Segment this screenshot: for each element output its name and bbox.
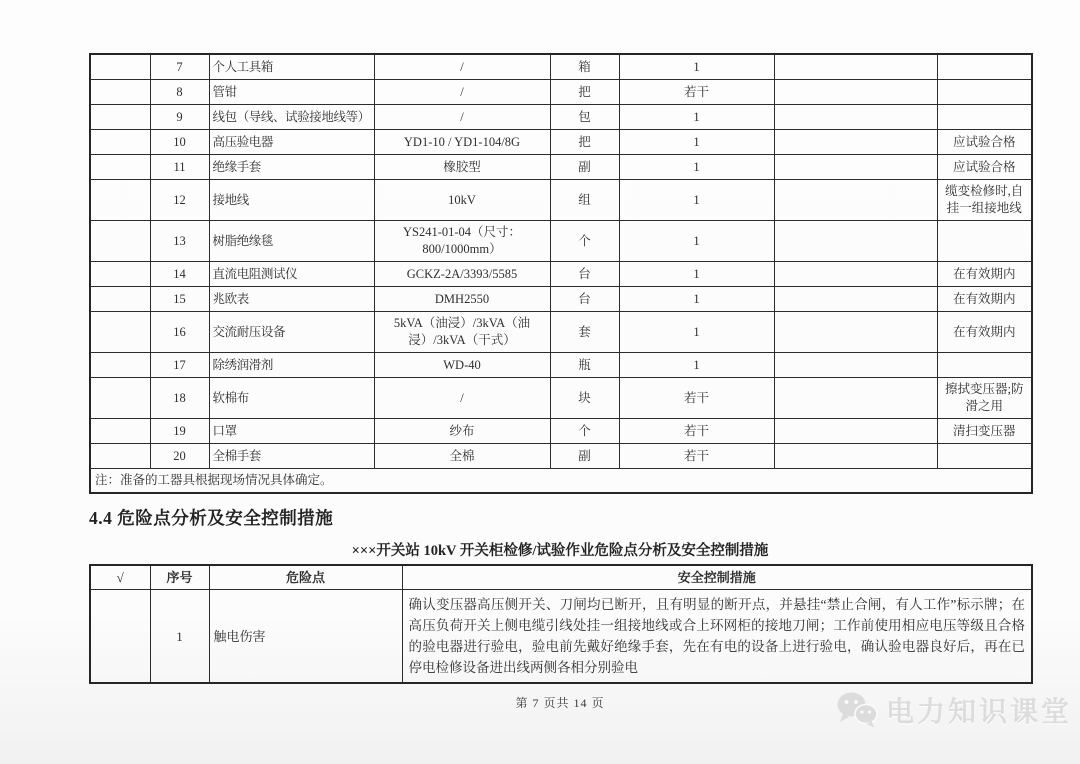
unit-cell: 包: [550, 105, 619, 130]
tool-name-cell: 直流电阻测试仪: [209, 262, 374, 287]
unit-cell: 台: [550, 262, 619, 287]
prepared-qty-cell: [774, 378, 937, 419]
serial-cell: 9: [150, 105, 209, 130]
serial-cell: 13: [150, 221, 209, 262]
quantity-cell: 1: [619, 262, 774, 287]
unit-cell: 个: [550, 419, 619, 444]
measure-cell: 确认变压器高压侧开关、刀闸均已断开，且有明显的断开点，并悬挂“禁止合闸，有人工作”标示牌；在高压负荷开关上侧电缆引线处挂一组接地线或合上环网柜的接地刀闸；工作前使用相应电压等级且合格的验电器进行验电，验电前先戴好绝缘手套，先在有电的设备上进行验电，确认验电器良好后，再在已停电检修设备进出线两侧各相分别验电: [402, 590, 1032, 684]
tools-table-row: [90, 155, 1032, 180]
model-cell: 全棉: [374, 444, 550, 469]
model-cell: YS241-01-04（尺寸：800/1000mm）: [374, 221, 550, 262]
tools-table-row: [90, 262, 1032, 287]
measure-header: 安全控制措施: [402, 565, 1032, 590]
tool-name-cell: 线包（导线、试验接地线等）: [209, 105, 374, 130]
check-header: √: [90, 565, 150, 590]
quantity-cell: 若干: [619, 80, 774, 105]
check-cell: [90, 444, 150, 469]
tool-name-cell: 交流耐压设备: [209, 312, 374, 353]
model-cell: /: [374, 378, 550, 419]
unit-cell: 台: [550, 287, 619, 312]
prepared-qty-cell: [774, 419, 937, 444]
quantity-cell: 1: [619, 221, 774, 262]
prepared-qty-cell: [774, 312, 937, 353]
wechat-icon: [835, 691, 879, 729]
model-cell: 10kV: [374, 180, 550, 221]
tool-name-cell: 绝缘手套: [209, 155, 374, 180]
tool-name-cell: 兆欧表: [209, 287, 374, 312]
quantity-cell: 1: [619, 130, 774, 155]
quantity-cell: 若干: [619, 419, 774, 444]
model-cell: /: [374, 80, 550, 105]
check-cell: [90, 287, 150, 312]
model-cell: 5kVA（油浸）/3kVA（油浸）/3kVA（干式）: [374, 312, 550, 353]
unit-cell: 箱: [550, 54, 619, 80]
quantity-cell: 1: [619, 353, 774, 378]
serial-cell: 17: [150, 353, 209, 378]
serial-cell: 7: [150, 54, 209, 80]
tools-table-row: [90, 419, 1032, 444]
prepared-qty-cell: [774, 80, 937, 105]
model-cell: 纱布: [374, 419, 550, 444]
check-cell: [90, 419, 150, 444]
risk-header: 危险点: [209, 565, 402, 590]
tool-name-cell: 高压验电器: [209, 130, 374, 155]
risk-table-header-row: [90, 565, 1032, 590]
remark-cell: 在有效期内: [937, 287, 1032, 312]
tools-table-row: [90, 130, 1032, 155]
serial-cell: 12: [150, 180, 209, 221]
remark-cell: [937, 105, 1032, 130]
unit-cell: 个: [550, 221, 619, 262]
tool-name-cell: 个人工具箱: [209, 54, 374, 80]
tools-table-row: [90, 353, 1032, 378]
check-cell: [90, 378, 150, 419]
remark-cell: 应试验合格: [937, 130, 1032, 155]
model-cell: DMH2550: [374, 287, 550, 312]
prepared-qty-cell: [774, 444, 937, 469]
check-cell: [90, 130, 150, 155]
prepared-qty-cell: [774, 221, 937, 262]
serial-cell: 1: [150, 590, 209, 684]
unit-cell: 瓶: [550, 353, 619, 378]
footer-page-number: 第 7 页共 14 页: [515, 696, 605, 710]
prepared-qty-cell: [774, 353, 937, 378]
tool-name-cell: 除绣润滑剂: [209, 353, 374, 378]
tool-name-cell: 全棉手套: [209, 444, 374, 469]
tools-table: [89, 53, 1033, 494]
risk-table-row: [90, 590, 1032, 684]
quantity-cell: 1: [619, 105, 774, 130]
table-note: 注：准备的工器具根据现场情况具体确定。: [90, 469, 1032, 494]
remark-cell: 应试验合格: [937, 155, 1032, 180]
serial-cell: 11: [150, 155, 209, 180]
check-cell: [90, 312, 150, 353]
serial-cell: 16: [150, 312, 209, 353]
quantity-cell: 1: [619, 180, 774, 221]
check-cell: [90, 54, 150, 80]
risk-point-cell: 触电伤害: [209, 590, 402, 684]
remark-cell: [937, 353, 1032, 378]
serial-header: 序号: [150, 565, 209, 590]
document-page: [89, 53, 1031, 711]
check-cell: [90, 590, 150, 684]
prepared-qty-cell: [774, 130, 937, 155]
watermark-text: 电力知识课堂: [885, 696, 1072, 727]
serial-cell: 20: [150, 444, 209, 469]
remark-cell: [937, 54, 1032, 80]
remark-cell: 在有效期内: [937, 262, 1032, 287]
tool-name-cell: 树脂绝缘毯: [209, 221, 374, 262]
remark-cell: 在有效期内: [937, 312, 1032, 353]
prepared-qty-cell: [774, 54, 937, 80]
tools-table-note-row: [90, 469, 1032, 494]
model-cell: GCKZ-2A/3393/5585: [374, 262, 550, 287]
tool-name-cell: 接地线: [209, 180, 374, 221]
check-cell: [90, 353, 150, 378]
model-cell: /: [374, 54, 550, 80]
quantity-cell: 1: [619, 287, 774, 312]
tools-table-row: [90, 287, 1032, 312]
serial-cell: 18: [150, 378, 209, 419]
tools-table-row: [90, 312, 1032, 353]
quantity-cell: 1: [619, 54, 774, 80]
prepared-qty-cell: [774, 180, 937, 221]
quantity-cell: 1: [619, 312, 774, 353]
model-cell: WD-40: [374, 353, 550, 378]
prepared-qty-cell: [774, 262, 937, 287]
tools-table-row: [90, 54, 1032, 80]
model-cell: 橡胶型: [374, 155, 550, 180]
unit-cell: 块: [550, 378, 619, 419]
tools-table-row: [90, 180, 1032, 221]
tool-name-cell: 管钳: [209, 80, 374, 105]
serial-cell: 14: [150, 262, 209, 287]
check-cell: [90, 262, 150, 287]
tools-table-row: [90, 105, 1032, 130]
unit-cell: 套: [550, 312, 619, 353]
risk-table: [89, 564, 1033, 684]
remark-cell: [937, 444, 1032, 469]
quantity-cell: 1: [619, 155, 774, 180]
check-cell: [90, 80, 150, 105]
remark-cell: [937, 80, 1032, 105]
unit-cell: 副: [550, 444, 619, 469]
tools-table-row: [90, 444, 1032, 469]
remark-cell: [937, 221, 1032, 262]
unit-cell: 组: [550, 180, 619, 221]
risk-table-title: ×××开关站 10kV 开关柜检修/试验作业危险点分析及安全控制措施: [351, 543, 769, 559]
quantity-cell: 若干: [619, 378, 774, 419]
watermark-logo: [835, 690, 1072, 730]
prepared-qty-cell: [774, 155, 937, 180]
section-heading: 4.4 危险点分析及安全控制措施: [89, 508, 334, 528]
tools-table-row: [90, 80, 1032, 105]
unit-cell: 副: [550, 155, 619, 180]
tool-name-cell: 软棉布: [209, 378, 374, 419]
tool-name-cell: 口罩: [209, 419, 374, 444]
model-cell: /: [374, 105, 550, 130]
serial-cell: 19: [150, 419, 209, 444]
model-cell: YD1-10 / YD1-104/8G: [374, 130, 550, 155]
check-cell: [90, 105, 150, 130]
check-cell: [90, 221, 150, 262]
remark-cell: 缆变检修时,自挂一组接地线: [937, 180, 1032, 221]
tools-table-row: [90, 378, 1032, 419]
serial-cell: 10: [150, 130, 209, 155]
prepared-qty-cell: [774, 287, 937, 312]
prepared-qty-cell: [774, 105, 937, 130]
quantity-cell: 若干: [619, 444, 774, 469]
serial-cell: 8: [150, 80, 209, 105]
unit-cell: 把: [550, 130, 619, 155]
serial-cell: 15: [150, 287, 209, 312]
check-cell: [90, 180, 150, 221]
remark-cell: 清扫变压器: [937, 419, 1032, 444]
tools-table-row: [90, 221, 1032, 262]
remark-cell: 擦拭变压器;防滑之用: [937, 378, 1032, 419]
unit-cell: 把: [550, 80, 619, 105]
check-cell: [90, 155, 150, 180]
